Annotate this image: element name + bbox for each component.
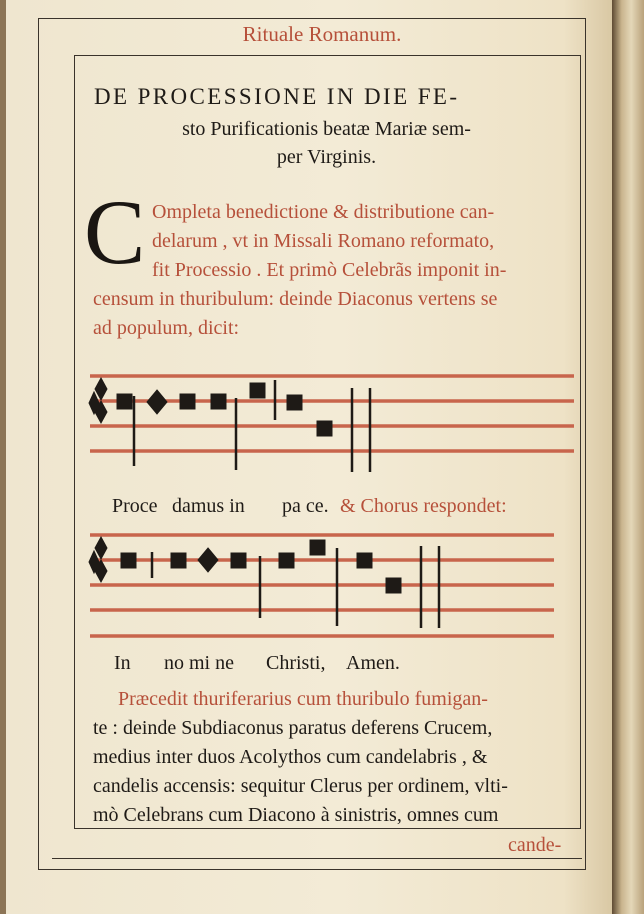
note-punctum (171, 553, 186, 568)
rubric-intro-line-5: ad populum, dicit: (93, 317, 240, 339)
chant2-syllable-2: no mi ne (164, 652, 234, 674)
rubric-intro-line-1: Ompleta benedictione & distributione can- (152, 201, 495, 223)
section-title-line-1: DE PROCESSIONE IN DIE FE- (94, 84, 460, 109)
clef-mark (95, 378, 107, 400)
rubric-procession-line-4: candelis accensis: sequitur Clerus per ordinem, vlti- (93, 775, 508, 797)
chant1-syllable-2: damus in (172, 495, 245, 517)
rubric-intro-line-2: delarum , vt in Missali Romano reformato, (152, 230, 495, 252)
note-rhombus (198, 548, 218, 572)
note-rhombus (147, 390, 167, 414)
staff-2-notes (89, 537, 439, 628)
drop-capital: C (84, 181, 146, 283)
rubric-intro-line-4: censum in thuribulum: deinde Diaconus vertens se (93, 288, 498, 310)
rubric-procession-line-1: Præcedit thuriferarius cum thuribulo fumigan- (118, 688, 488, 710)
chant1-syllable-3: pa ce. (282, 495, 329, 517)
note-punctum (310, 540, 325, 555)
rubric-procession-line-3: medius inter duos Acolythos cum candelabris , & (93, 746, 488, 768)
section-title-line-2: sto Purificationis beatæ Mariæ sem- (182, 118, 471, 140)
note-punctum (250, 383, 265, 398)
note-punctum (211, 394, 226, 409)
chant2-syllable-3: Christi, (266, 652, 326, 674)
chant1-rubric: & Chorus respondet: (340, 495, 507, 517)
section-title-line-3: per Virginis. (276, 146, 377, 168)
note-punctum (117, 394, 132, 409)
rubric-intro-line-3: fit Processio . Et primò Celebrãs imponit in- (152, 259, 507, 281)
rubric-procession-line-5: mò Celebrans cum Diacono à sinistris, omnes cum (93, 804, 499, 826)
note-punctum (279, 553, 294, 568)
staff-1 (90, 376, 574, 451)
note-punctum (231, 553, 246, 568)
rubric-procession-line-2: te : deinde Subdiaconus paratus deferens Crucem, (93, 717, 493, 739)
running-head: Rituale Romanum. (242, 22, 402, 46)
note-punctum (121, 553, 136, 568)
chant1-syllable-1: Proce (112, 495, 158, 517)
note-punctum (287, 395, 302, 410)
note-punctum (357, 553, 372, 568)
clef-mark (95, 537, 107, 559)
catchword: cande- (508, 834, 562, 856)
chant2-syllable-4: Amen. (346, 652, 400, 674)
chant2-syllable-1: In (114, 652, 131, 674)
note-punctum (180, 394, 195, 409)
note-punctum (317, 421, 332, 436)
note-punctum (386, 578, 401, 593)
